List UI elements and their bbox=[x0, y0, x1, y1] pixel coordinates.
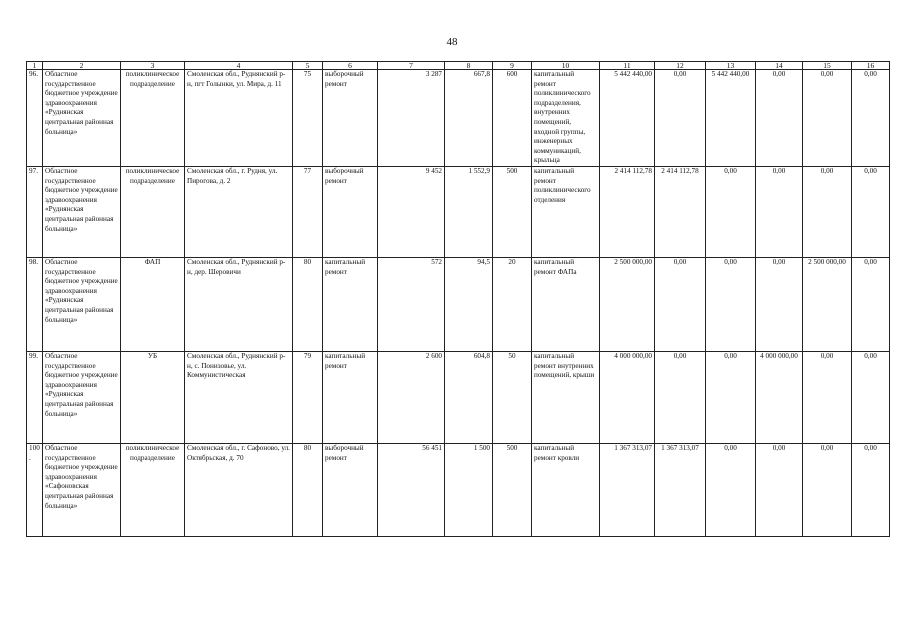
amount-cell: 0,00 bbox=[852, 70, 890, 167]
table-row bbox=[27, 351, 890, 443]
amount-cell: 0,00 bbox=[756, 257, 803, 351]
col5-cell: 80 bbox=[293, 443, 323, 536]
amount-cell: 4 000 000,00 bbox=[756, 351, 803, 443]
column-number: 10 bbox=[532, 62, 600, 70]
facility-cell: ФАП bbox=[121, 257, 185, 351]
col8-cell: 1 500 bbox=[445, 443, 493, 536]
column-number: 6 bbox=[323, 62, 378, 70]
amount-cell: 0,00 bbox=[803, 166, 852, 257]
amount-cell: 0,00 bbox=[756, 166, 803, 257]
row-number: 100. bbox=[27, 443, 43, 536]
row-number: 99. bbox=[27, 351, 43, 443]
col7-cell: 56 451 bbox=[378, 443, 445, 536]
column-number: 2 bbox=[43, 62, 121, 70]
description-cell: капитальный ремонт внутренних помещений, крыши bbox=[532, 351, 600, 443]
column-number: 7 bbox=[378, 62, 445, 70]
amount-cell: 0,00 bbox=[852, 351, 890, 443]
work-type-cell: выборочный ремонт bbox=[323, 166, 378, 257]
amount-cell: 0,00 bbox=[706, 166, 756, 257]
amount-cell: 0,00 bbox=[706, 257, 756, 351]
amount-cell: 0,00 bbox=[852, 257, 890, 351]
col8-cell: 604,8 bbox=[445, 351, 493, 443]
col8-cell: 1 552,9 bbox=[445, 166, 493, 257]
total-cell: 5 442 440,00 bbox=[600, 70, 655, 167]
col7-cell: 9 452 bbox=[378, 166, 445, 257]
col5-cell: 79 bbox=[293, 351, 323, 443]
table-row bbox=[27, 443, 890, 536]
col9-cell: 50 bbox=[493, 351, 532, 443]
amount-cell: 0,00 bbox=[655, 257, 706, 351]
amount-cell: 0,00 bbox=[706, 443, 756, 536]
amount-cell: 0,00 bbox=[852, 166, 890, 257]
column-number-row bbox=[27, 62, 890, 70]
work-type-cell: капитальный ремонт bbox=[323, 257, 378, 351]
column-number: 14 bbox=[756, 62, 803, 70]
address-cell: Смоленская обл., г. Сафоново, ул. Октябрьская, д. 70 bbox=[185, 443, 293, 536]
table-row bbox=[27, 257, 890, 351]
column-number: 5 bbox=[293, 62, 323, 70]
row-number: 98. bbox=[27, 257, 43, 351]
col9-cell: 500 bbox=[493, 166, 532, 257]
description-cell: капитальный ремонт поликлинического подразделения, внутренних помещений, входной группы, инженерных коммуникаций, крыльца bbox=[532, 70, 600, 167]
column-number: 9 bbox=[493, 62, 532, 70]
column-number: 13 bbox=[706, 62, 756, 70]
description-cell: капитальный ремонт ФАПа bbox=[532, 257, 600, 351]
col7-cell: 3 287 bbox=[378, 70, 445, 167]
institution-cell: Областное государственное бюджетное учреждение здравоохранения «Руднянская центральная районная больница» bbox=[43, 257, 121, 351]
amount-cell: 2 500 000,00 bbox=[803, 257, 852, 351]
total-cell: 2 414 112,78 bbox=[600, 166, 655, 257]
amount-cell: 1 367 313,07 bbox=[655, 443, 706, 536]
total-cell: 4 000 000,00 bbox=[600, 351, 655, 443]
col7-cell: 572 bbox=[378, 257, 445, 351]
column-number: 3 bbox=[121, 62, 185, 70]
address-cell: Смоленская обл., Руднянский р-н, пгт Голынки, ул. Мира, д. 11 bbox=[185, 70, 293, 167]
col5-cell: 77 bbox=[293, 166, 323, 257]
facility-cell: поликлиническое подразделение bbox=[121, 70, 185, 167]
institution-cell: Областное государственное бюджетное учреждение здравоохранения «Сафоновская центральная районная больница» bbox=[43, 443, 121, 536]
institution-cell: Областное государственное бюджетное учреждение здравоохранения «Руднянская центральная районная больница» bbox=[43, 166, 121, 257]
amount-cell: 0,00 bbox=[655, 70, 706, 167]
address-cell: Смоленская обл., Руднянский р-н, дер. Шеровичи bbox=[185, 257, 293, 351]
work-type-cell: капитальный ремонт bbox=[323, 351, 378, 443]
facility-cell: поликлиническое подразделение bbox=[121, 166, 185, 257]
amount-cell: 0,00 bbox=[803, 443, 852, 536]
work-type-cell: выборочный ремонт bbox=[323, 443, 378, 536]
row-number: 97. bbox=[27, 166, 43, 257]
institution-cell: Областное государственное бюджетное учреждение здравоохранения «Руднянская центральная районная больница» bbox=[43, 70, 121, 167]
work-type-cell: выборочный ремонт bbox=[323, 70, 378, 167]
col8-cell: 667,8 bbox=[445, 70, 493, 167]
column-number: 11 bbox=[600, 62, 655, 70]
amount-cell: 0,00 bbox=[803, 70, 852, 167]
facility-cell: поликлиническое подразделение bbox=[121, 443, 185, 536]
col9-cell: 20 bbox=[493, 257, 532, 351]
col7-cell: 2 600 bbox=[378, 351, 445, 443]
amount-cell: 2 414 112,78 bbox=[655, 166, 706, 257]
column-number: 16 bbox=[852, 62, 890, 70]
column-number: 15 bbox=[803, 62, 852, 70]
total-cell: 1 367 313,07 bbox=[600, 443, 655, 536]
institution-cell: Областное государственное бюджетное учреждение здравоохранения «Руднянская центральная районная больница» bbox=[43, 351, 121, 443]
column-number: 4 bbox=[185, 62, 293, 70]
column-number: 8 bbox=[445, 62, 493, 70]
amount-cell: 0,00 bbox=[706, 351, 756, 443]
amount-cell: 0,00 bbox=[756, 443, 803, 536]
col5-cell: 80 bbox=[293, 257, 323, 351]
repair-program-table bbox=[26, 61, 890, 537]
amount-cell: 5 442 440,00 bbox=[706, 70, 756, 167]
row-number: 96. bbox=[27, 70, 43, 167]
total-cell: 2 500 000,00 bbox=[600, 257, 655, 351]
col9-cell: 500 bbox=[493, 443, 532, 536]
col9-cell: 600 bbox=[493, 70, 532, 167]
description-cell: капитальный ремонт кровли bbox=[532, 443, 600, 536]
page-number: 48 bbox=[446, 36, 458, 48]
table-row bbox=[27, 70, 890, 167]
column-number: 1 bbox=[27, 62, 43, 70]
description-cell: капитальный ремонт поликлинического отделения bbox=[532, 166, 600, 257]
amount-cell: 0,00 bbox=[756, 70, 803, 167]
column-number: 12 bbox=[655, 62, 706, 70]
col5-cell: 75 bbox=[293, 70, 323, 167]
amount-cell: 0,00 bbox=[803, 351, 852, 443]
amount-cell: 0,00 bbox=[655, 351, 706, 443]
address-cell: Смоленская обл., Руднянский р-н, с. Понизовье, ул. Коммунистическая bbox=[185, 351, 293, 443]
address-cell: Смоленская обл., г. Рудня, ул. Пирогова, д. 2 bbox=[185, 166, 293, 257]
table-row bbox=[27, 166, 890, 257]
amount-cell: 0,00 bbox=[852, 443, 890, 536]
facility-cell: УБ bbox=[121, 351, 185, 443]
col8-cell: 94,5 bbox=[445, 257, 493, 351]
